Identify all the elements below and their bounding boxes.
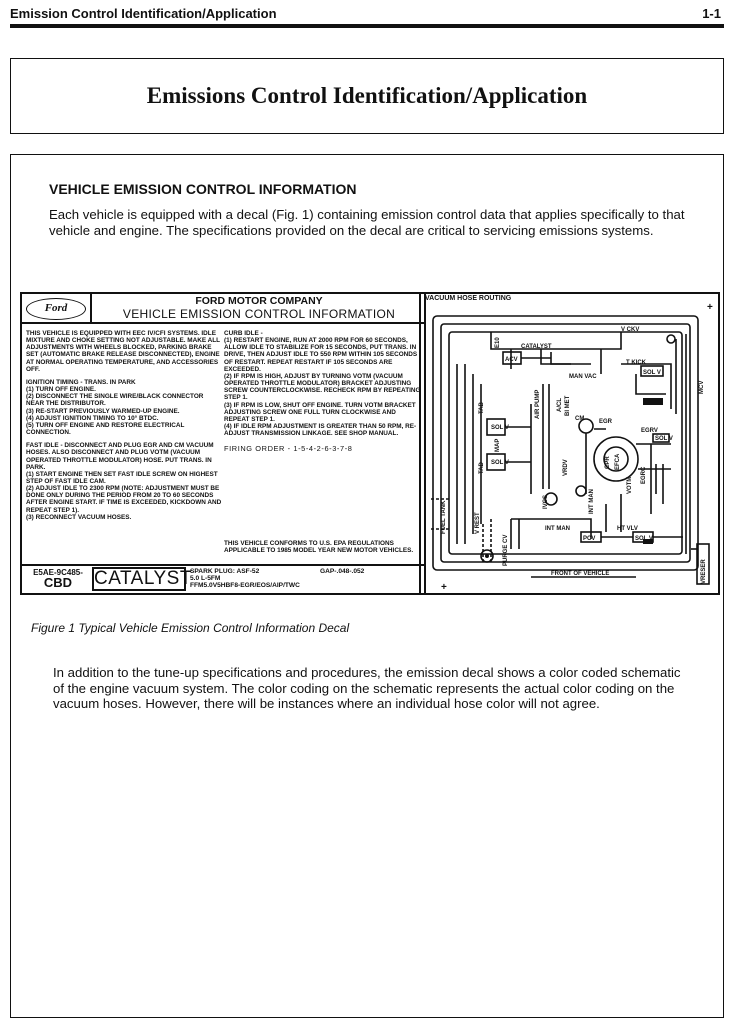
label-efca: EFCA [615,453,621,470]
label-air-pump: AIR PUMP [535,389,541,419]
ford-logo-icon: Ford [26,298,86,320]
header-rule [10,24,724,28]
label-t-kick: T KICK [626,360,646,366]
running-header [10,6,723,22]
label-int-man: INT MAN [545,526,570,532]
ignition-step: (3) RE-START PREVIOUSLY WARMED-UP ENGINE. [26,407,180,415]
label-tad: TAD [479,462,485,474]
closing-paragraph: In addition to the tune-up specifications and procedures, the emission decal shows a color coded schematic of the engine vacuum system. The color coding on the schematic represents the actual color coding on the vacuum hoses. However, there will be instances where an individual hose color will not agree. [53,665,681,711]
label-ivcs: IVCS [543,494,549,509]
label-cm: CM [575,416,585,422]
label-vckv: V CKV [621,327,640,333]
vacuum-diagram-title: VACUUM HOSE ROUTING [425,295,512,302]
plug-gap: GAP-.048-.052 [320,568,365,575]
decal-title: VEHICLE EMISSION CONTROL INFORMATION [122,307,396,321]
label-bi-met: BI MET [565,395,571,416]
engine-family: FFM5.0V5HBF8-EGR/EOS/AIP/TWC [190,582,300,590]
label-v-rest: V REST [475,512,481,534]
decal-divider [90,294,92,322]
firing-order: FIRING ORDER - 1-5-4-2-6-3-7-8 [224,444,353,454]
decal-left-column [26,330,222,521]
content-frame [10,154,724,1018]
calibration-block [25,568,91,589]
page-number: 1-1 [702,6,721,21]
part-number: E5AE-9C485- [33,568,83,577]
fast-idle-step: (3) RECONNECT VACUUM HOSES. [26,513,132,521]
fast-idle-title: FAST IDLE - DISCONNECT AND PLUG EGR AND CM VACUUM HOSES. ALSO DISCONNECT AND PLUG VOTM (VACUUM OPERATED THROTTLE MODULATOR) HOSE. PUT TRANS. IN PARK. [26,442,214,471]
vacuum-hose-diagram [419,292,720,595]
curb-idle-step: (4) IF IDLE RPM ADJUSTMENT IS GREATER THAN 50 RPM, RE-ADJUST TRANSMISSION LINKAGE. SEE SHOP MANUAL. [224,423,417,438]
label-plus: + [707,302,713,313]
ignition-step: (1) TURN OFF ENGINE. [26,386,96,394]
label-sol-v: SOL V [643,370,661,376]
engine-size: 5.0 L-5FM [190,575,221,583]
label-acv: ACV [505,357,518,363]
catalyst-label: CATALYST [94,568,192,589]
label-front-of-vehicle: FRONT OF VEHICLE [551,571,610,577]
label-egrc: EGRC [641,466,647,484]
running-title: Emission Control Identification/Application [10,6,277,21]
label-sol-v: SOL V [491,460,509,466]
label-cpr: CPR [605,456,611,469]
ignition-step: (2) DISCONNECT THE SINGLE WIRE/BLACK CONNECTOR NEAR THE DISTRIBUTOR. [26,393,204,408]
curb-idle-title: CURB IDLE - [224,330,263,337]
label-ht-vlv: HT VLV [617,526,638,532]
decal-header [22,294,424,324]
label-catalyst: CATALYST [521,344,552,350]
label-sol-v: SOL V [655,436,673,442]
figure-caption: Figure 1 Typical Vehicle Emission Control Information Decal [31,621,350,635]
label-vrdv: VRDV [563,459,569,476]
ignition-step: (4) ADJUST IGNITION TIMING TO 10° BTDC. [26,414,159,422]
section-heading: VEHICLE EMISSION CONTROL INFORMATION [49,181,357,197]
page-title: Emissions Control Identification/Application [146,83,588,108]
epa-conformity: THIS VEHICLE CONFORMS TO U.S. EPA REGULATIONS APPLICABLE TO 1985 MODEL YEAR NEW MOTOR VEHICLES. [224,540,414,555]
intro-paragraph: Each vehicle is equipped with a decal (Fig. 1) containing emission control data that applies specifically to that vehicle and engine. The specifications provided on the decal are critical to servicing emissions systems. [49,207,685,238]
label-plus: + [441,582,447,593]
label-e10: E10 [495,337,501,348]
label-sol-v: SOL V [491,425,509,431]
label-man-vac: MAN VAC [569,374,597,380]
label-purge-cv: PURGE CV [503,534,509,566]
calibration-code: CBD [43,575,73,590]
curb-idle-step: (3) IF RPM IS LOW, SHUT OFF ENGINE. TURN VOTM BRACKET ADJUSTING SCREW ONE FULL TURN CLOCKWISE AND REPEAT STEP 1. [224,401,416,423]
label-votm: VOTM [627,476,633,494]
label-tab: TAB [479,402,485,414]
label-map: MAP [495,438,501,452]
decal-right-column [224,330,422,453]
curb-idle-step: (1) RESTART ENGINE, RUN AT 2000 RPM FOR 60 SECONDS, ALLOW IDLE TO STABILIZE FOR 15 SECONDS, PUT TRANS. IN DRIVE, THEN ADJUST IDLE TO 550 RPM WITHIN 105 SECONDS OF RESTART. REPEAT RESTART IF 105 SECONDS ARE EXCEEDED. [224,337,418,373]
spark-plug: SPARK PLUG: ASF-52 [190,568,260,575]
fast-idle-step: (2) ADJUST IDLE TO 2300 RPM (NOTE: ADJUSTMENT MUST BE DONE ONLY DURING THE PERIOD FROM 20 TO 60 SECONDS AFTER ENGINE START. IF TIME IS EXCEEDED, KICKDOWN AND REPEAT STEP 1). [26,485,222,514]
ignition-title: IGNITION TIMING - TRANS. IN PARK [26,378,136,386]
spark-plug-block [190,568,422,590]
label-mcv: MCV [699,380,705,394]
label-egr: EGR [599,419,613,425]
label-a-cl: A/CL [557,398,563,412]
label-fuel-tank: FUEL TANK [441,500,447,534]
curb-idle-step: (2) IF RPM IS HIGH, ADJUST BY TURNING VOTM (VACUUM OPERATED THROTTLE MODULATOR) BRACKET ADJUSTING SCREW COUNTERCLOCKWISE. RECHECK RPM BY REPEATING STEP 1. [224,372,421,402]
decal-company: FORD MOTOR COMPANY [195,295,323,307]
decal-intro: THIS VEHICLE IS EQUIPPED WITH EEC IV/CFI SYSTEMS. IDLE MIXTURE AND CHOKE SETTING NOT ADJUSTABLE. MAKE ALL ADJUSTMENTS WITH WHEELS BLOCKED, PARKING BRAKE SET (AUTOMATIC BRAKE RELEASE DISCONNECTED), ENGINE AT NORMAL OPERATING TEMPERATURE, AND ACCESSORIES OFF. [26,330,220,373]
ignition-step: (5) TURN OFF ENGINE AND RESTORE ELECTRICAL CONNECTION. [26,421,185,437]
fast-idle-step: (1) START ENGINE THEN SET FAST IDLE SCREW ON HIGHEST STEP OF FAST IDLE CAM. [26,470,218,485]
emission-decal [20,292,426,595]
label-egrv: EGRV [641,428,658,434]
label-int-man: INT MAN [589,489,595,514]
label-vreser: VRESER [701,559,707,584]
label-sol-v: SOL V [635,536,653,542]
vacuum-schematic [421,294,718,593]
label-pcv: PCV [583,536,596,542]
page-title-box [10,58,724,134]
decal-footer [22,564,424,593]
